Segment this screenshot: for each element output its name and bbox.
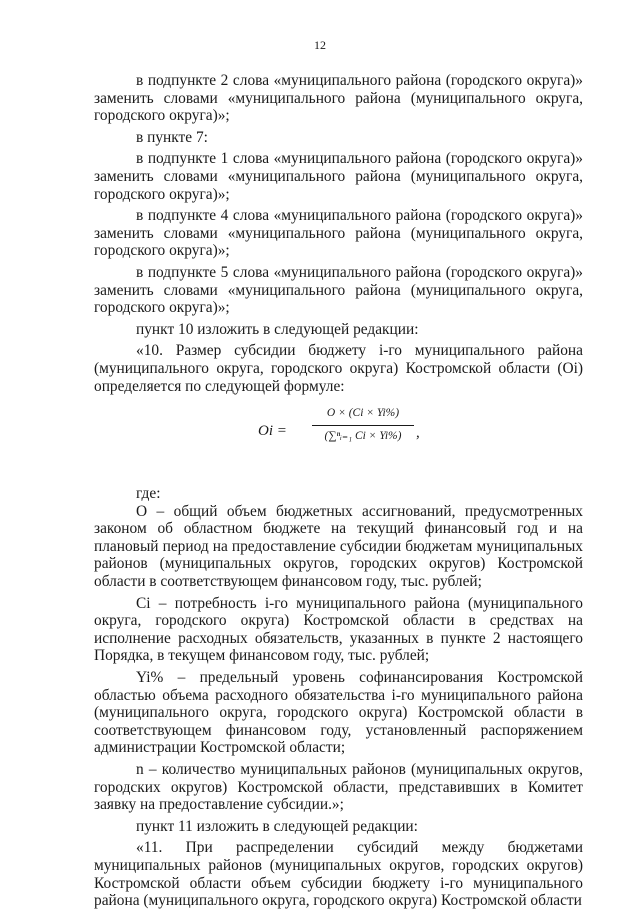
paragraph-item-10-text: «10. Размер субсидии бюджету i-го муниципального района (муниципального округа, городского округа) Костромской области (Oi) определяется по следующей формуле: (94, 342, 583, 395)
paragraph-item-11-intro: пункт 11 изложить в следующей редакции: (136, 817, 418, 835)
page-number: 12 (314, 38, 326, 52)
definition-yi: Yi% – предельный уровень софинансирования Костромской областью объема расходного обязательства i-го муниципального района (муниципального округа, городского округа) Костромской области в соответствующем финансовом году, установленный распоряжением администрации Костромской области; (94, 669, 583, 757)
formula-denominator: (∑ⁿᵢ₌₁ Ci × Yi%) (324, 429, 402, 442)
formula-trailing: , (416, 425, 420, 442)
paragraph-subitem-5: в подпункте 5 слова «муниципального района (городского округа)» заменить словами «муниципального района (муниципального округа, городского округа)»; (94, 263, 583, 317)
formula-fraction (312, 405, 414, 445)
paragraph-subitem-1: в подпункте 1 слова «муниципального района (городского округа)» заменить словами «муниципального района (муниципального округа, городского округа)»; (94, 150, 583, 203)
paragraph-where: где: (136, 485, 161, 503)
formula-lhs: Oi = (258, 423, 287, 440)
definition-n: n – количество муниципальных районов (муниципальных округов, городских округов) Костромской области, представивших в Комитет заявку на предоставление субсидии.»; (94, 761, 583, 814)
subsidy-formula (94, 403, 583, 473)
paragraph-subitem-2: в подпункте 2 слова «муниципального района (городского округа)» заменить словами «муниципального района (муниципального округа, городского округа)»; (94, 72, 583, 125)
paragraph-subitem-4: в подпункте 4 слова «муниципального района (городского округа)» заменить словами «муниципального района (муниципального округа, городского округа)»; (94, 207, 583, 260)
formula-numerator: O × (Ci × Yi%) (312, 405, 414, 426)
definition-o: O – общий объем бюджетных ассигнований, предусмотренных законом об областном бюджете на текущий финансовый год и на плановый период на предоставление субсидии бюджетам муниципальных районов (муниципальных округов, городских округов) Костромской области в соответствующем финансовом году, тыс. рублей; (94, 502, 583, 591)
paragraph-item-7: в пункте 7: (136, 128, 208, 146)
definition-ci: Ci – потребность i-го муниципального района (муниципального округа, городского округа) Костромской области в средствах на исполнение расходных обязательств, указанных в пункте 2 настоящего Порядка, в текущем финансовом году, тыс. рублей; (94, 594, 583, 665)
document-body (94, 72, 583, 910)
paragraph-item-10-intro: пункт 10 изложить в следующей редакции: (136, 320, 419, 338)
paragraph-item-11-text: «11. При распределении субсидий между бюджетами муниципальных районов (муниципальных округов, городских округов) Костромской области объем субсидии бюджету i-го муниципального района (муниципального округа, городского округа) Костромской области (94, 839, 583, 910)
